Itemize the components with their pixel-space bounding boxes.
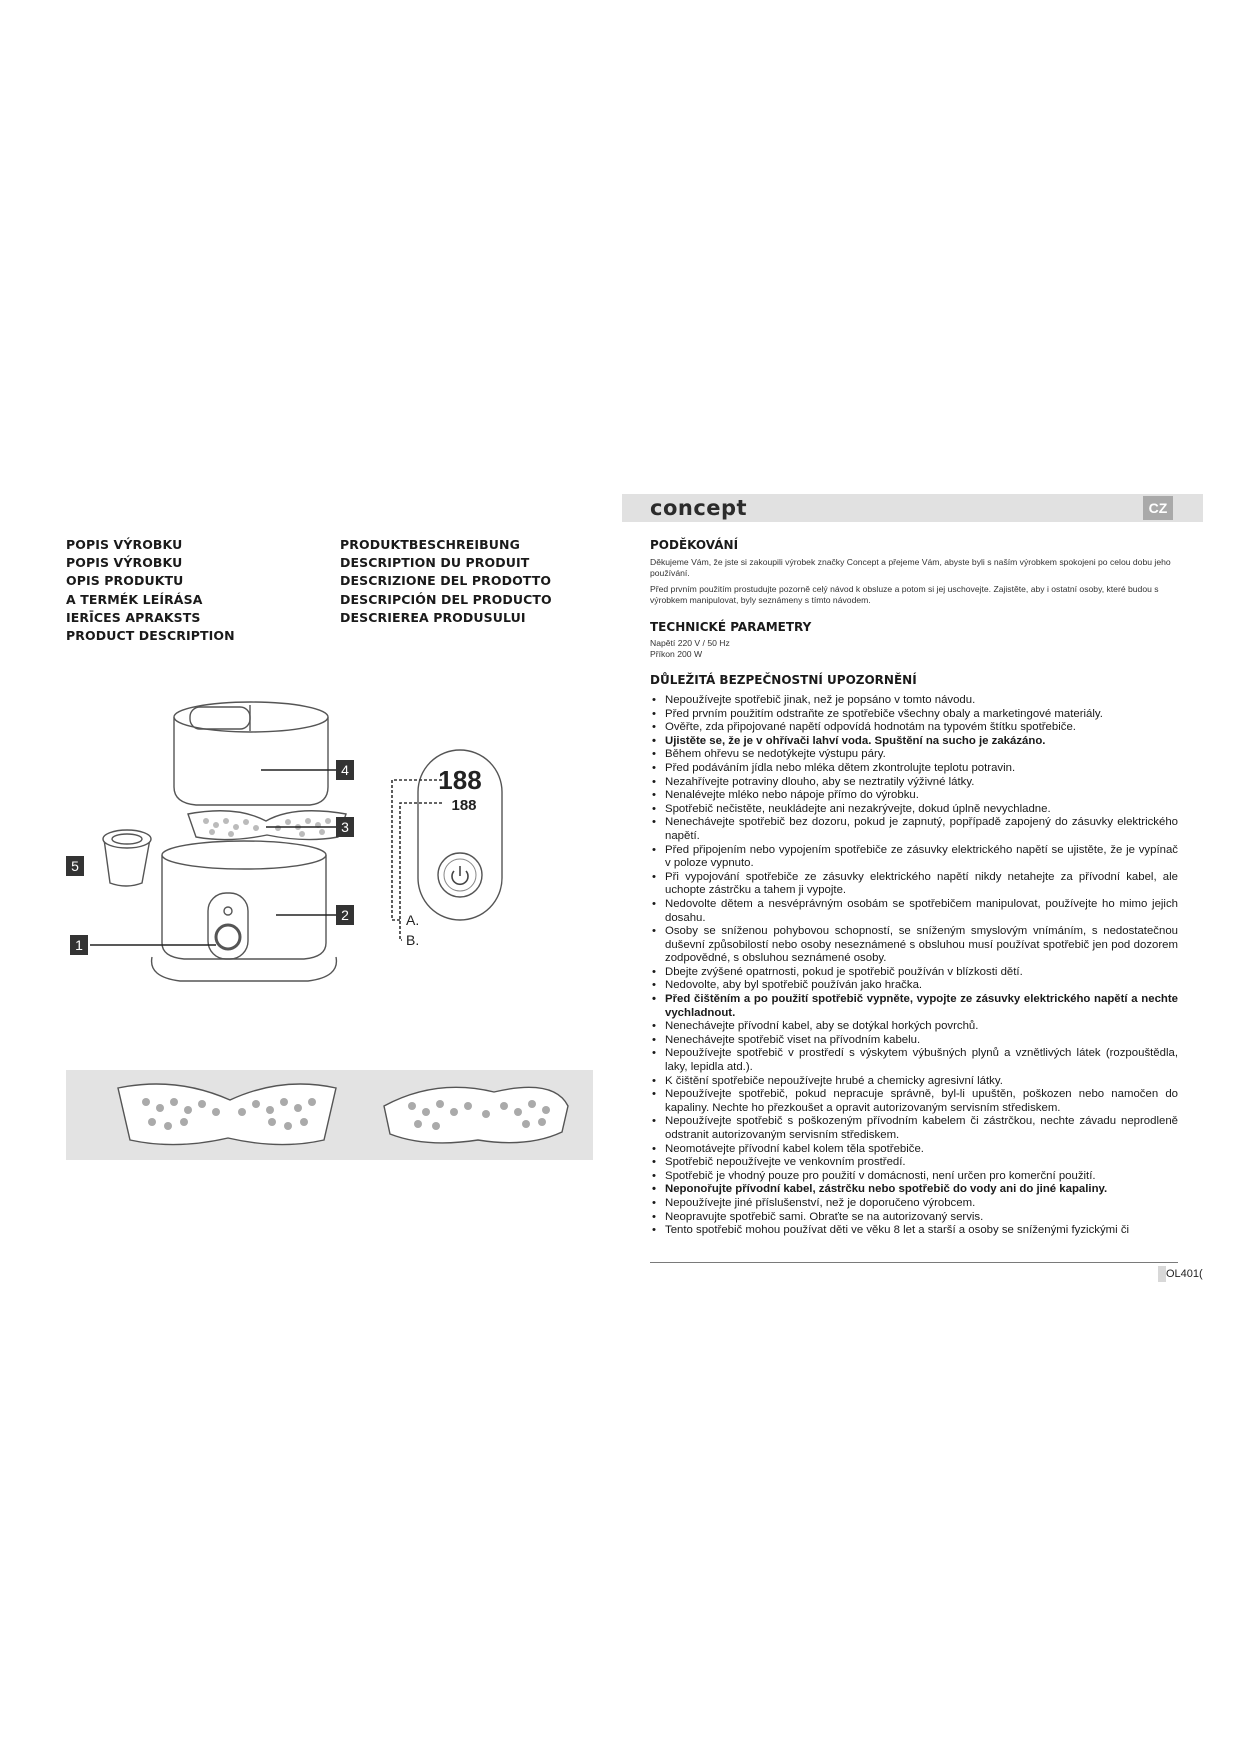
display-bottom-digits: 188 (451, 797, 477, 814)
description-title: DESCRIEREA PRODUSULUI (340, 609, 526, 625)
safety-item: • Během ohřevu se nedotýkejte výstupu páry. (650, 748, 1178, 762)
safety-item: • Nenalévejte mléko nebo nápoje přímo do výrobku. (650, 789, 1178, 803)
description-title: A TERMÉK LEÍRÁSA (66, 591, 203, 607)
safety-item: • Tento spotřebič mohou používat děti ve věku 8 let a starší a osoby se sníženými fyzickými či (650, 1224, 1178, 1238)
product-description-titles-right (340, 536, 552, 627)
description-title: DESCRIPCIÓN DEL PRODUCTO (340, 591, 552, 607)
description-title: POPIS VÝROBKU (66, 537, 183, 552)
tray-part (188, 811, 346, 840)
product-diagram (56, 695, 596, 1035)
footer-model-number: OL401( (1158, 1266, 1203, 1282)
footer-rule (650, 1262, 1178, 1263)
safety-item: • Neopravujte spotřebič sami. Obraťte se na autorizovaný servis. (650, 1211, 1178, 1225)
tech-params-title: TECHNICKÉ PARAMETRY (650, 620, 812, 634)
tray-view-left (118, 1084, 336, 1145)
display-label-b: B. (406, 932, 420, 948)
safety-item: • Ověřte, zda připojované napětí odpovídá hodnotám na typovém štítku spotřebiče. (650, 721, 1178, 735)
safety-title: DŮLEŽITÁ BEZPEČNOSTNÍ UPOZORNĚNÍ (650, 673, 917, 687)
safety-item: • Před prvním použitím odstraňte ze spotřebiče všechny obaly a marketingové materiály. (650, 708, 1178, 722)
description-title: DESCRIPTION DU PRODUIT (340, 555, 530, 571)
safety-item: • Při vypojování spotřebiče ze zásuvky elektrického napětí nikdy netahejte za přívodní kabel, ale uchopte zástrčku a tahem ji vypojte. (650, 871, 1178, 898)
thanks-paragraph-1: Děkujeme Vám, že jste si zakoupili výrobek značky Concept a přejeme Vám, abyste byli s naším výrobkem spokojeni po celou dobu jeho používání. (650, 557, 1171, 578)
safety-item: • Nepoužívejte spotřebič jinak, než je popsáno v tomto návodu. (650, 694, 1178, 708)
safety-item: • Před čištěním a po použití spotřebič vypněte, vypojte ze zásuvky elektrického napětí a nechte vychladnout. (650, 993, 1178, 1020)
description-title: DESCRIZIONE DEL PRODOTTO (340, 573, 552, 589)
tech-power: Příkon 200 W (650, 649, 703, 659)
safety-item: • Ujistěte se, že je v ohřívači lahví voda. Spuštění na sucho je zakázáno. (650, 735, 1178, 749)
safety-item: • Nenechávejte spotřebič bez dozoru, pokud je zapnutý, popřípadě zapojený do zásuvky elektrického napětí. (650, 816, 1178, 843)
safety-list (650, 694, 1178, 1238)
safety-item: • Nepoužívejte spotřebič, pokud nepracuje správně, byl-li upuštěn, poškozen nebo namočen do kapaliny. Nechte ho přezkoušet a opravit autorizovaným servisním střediskem. (650, 1088, 1178, 1115)
callout-5: 5 (71, 858, 79, 874)
safety-item: • Před připojením nebo vypojením spotřebiče ze zásuvky elektrického napětí se ujistěte, že je vypínač v poloze vypnuto. (650, 844, 1178, 871)
thanks-paragraph-2: Před prvním použitím prostudujte pozorně celý návod k obsluze a potom si jej uschovejte. Zajistěte, aby i ostatní osoby, které budou s výrobkem manipulovat, byly seznámeny s tímto návodem. (650, 584, 1159, 605)
base-part (162, 855, 326, 959)
safety-item: • Neomotávejte přívodní kabel kolem těla spotřebiče. (650, 1143, 1178, 1157)
safety-item: • Nenechávejte přívodní kabel, aby se dotýkal horkých povrchů. (650, 1020, 1178, 1034)
thanks-title: PODĚKOVÁNÍ (650, 538, 739, 552)
display-panel (418, 750, 502, 920)
description-title: PRODUCT DESCRIPTION (66, 628, 235, 644)
tray-view-right (384, 1087, 568, 1143)
safety-item: • Spotřebič nečistěte, neukládejte ani nezakrývejte, dokud úplně nevychladne. (650, 803, 1178, 817)
callout-2: 2 (341, 907, 349, 923)
safety-item: • Před podáváním jídla nebo mléka dětem zkontrolujte teplotu potravin. (650, 762, 1178, 776)
callout-3: 3 (341, 819, 349, 835)
description-title: IERĪCES APRAKSTS (66, 609, 201, 625)
safety-item: • Spotřebič je vhodný pouze pro použití v domácnosti, není určen pro komerční použití. (650, 1170, 1178, 1184)
safety-item: • Nepoužívejte spotřebič v prostředí s výskytem výbušných plynů a vznětlivých látek (rozpouštědla, laky, lepidla atd.). (650, 1047, 1178, 1074)
safety-item: • Nepoužívejte spotřebič s poškozeným přívodním kabelem či zástrčkou, nechte závadu neprodleně odstranit autorizovaným servisním střediskem. (650, 1115, 1178, 1142)
safety-item: • Nenechávejte spotřebič viset na přívodním kabelu. (650, 1034, 1178, 1048)
language-badge: CZ (1143, 496, 1173, 520)
safety-item: • Osoby se sníženou pohybovou schopností, se sníženým smyslovým vnímáním, s nedostatečnou duševní způsobilostí nebo osoby neseznámené s obsluhou musí používat spotřebič jen pod dozorem zodpovědné, s obsluhou seznámené osoby. (650, 925, 1178, 966)
callout-4: 4 (341, 762, 349, 778)
safety-item: • Nedovolte dětem a nesvéprávným osobám se spotřebičem manipulovat, používejte ho mimo jejich dosahu. (650, 898, 1178, 925)
safety-item: • Nezahřívejte potraviny dlouho, aby se neztratily výživné látky. (650, 776, 1178, 790)
safety-item: • Nedovolte, aby byl spotřebič používán jako hračka. (650, 979, 1178, 993)
callout-1: 1 (75, 937, 83, 953)
power-knob (216, 925, 240, 949)
safety-item: • Nepoužívejte jiné příslušenství, než je doporučeno výrobcem. (650, 1197, 1178, 1211)
tray-views-panel (66, 1070, 593, 1160)
product-description-titles-left (66, 536, 235, 645)
lid-top (174, 702, 328, 732)
safety-item: • Neponořujte přívodní kabel, zástrčku nebo spotřebič do vody ani do jiné kapaliny. (650, 1183, 1178, 1197)
description-title: OPIS PRODUKTU (66, 573, 184, 589)
safety-item: • Dbejte zvýšené opatrnosti, pokud je spotřebič používán v blízkosti dětí. (650, 966, 1178, 980)
description-title: PRODUKTBESCHREIBUNG (340, 537, 520, 552)
description-title: POPIS VÝROBKU (66, 555, 183, 571)
brand-logo: concept (650, 496, 748, 520)
tech-voltage: Napětí 220 V / 50 Hz (650, 638, 730, 648)
safety-item: • Spotřebič nepoužívejte ve venkovním prostředí. (650, 1156, 1178, 1170)
display-label-a: A. (406, 912, 420, 928)
safety-item: • K čištění spotřebiče nepoužívejte hrubé a chemicky agresivní látky. (650, 1075, 1178, 1089)
display-top-digits: 188 (438, 765, 482, 795)
